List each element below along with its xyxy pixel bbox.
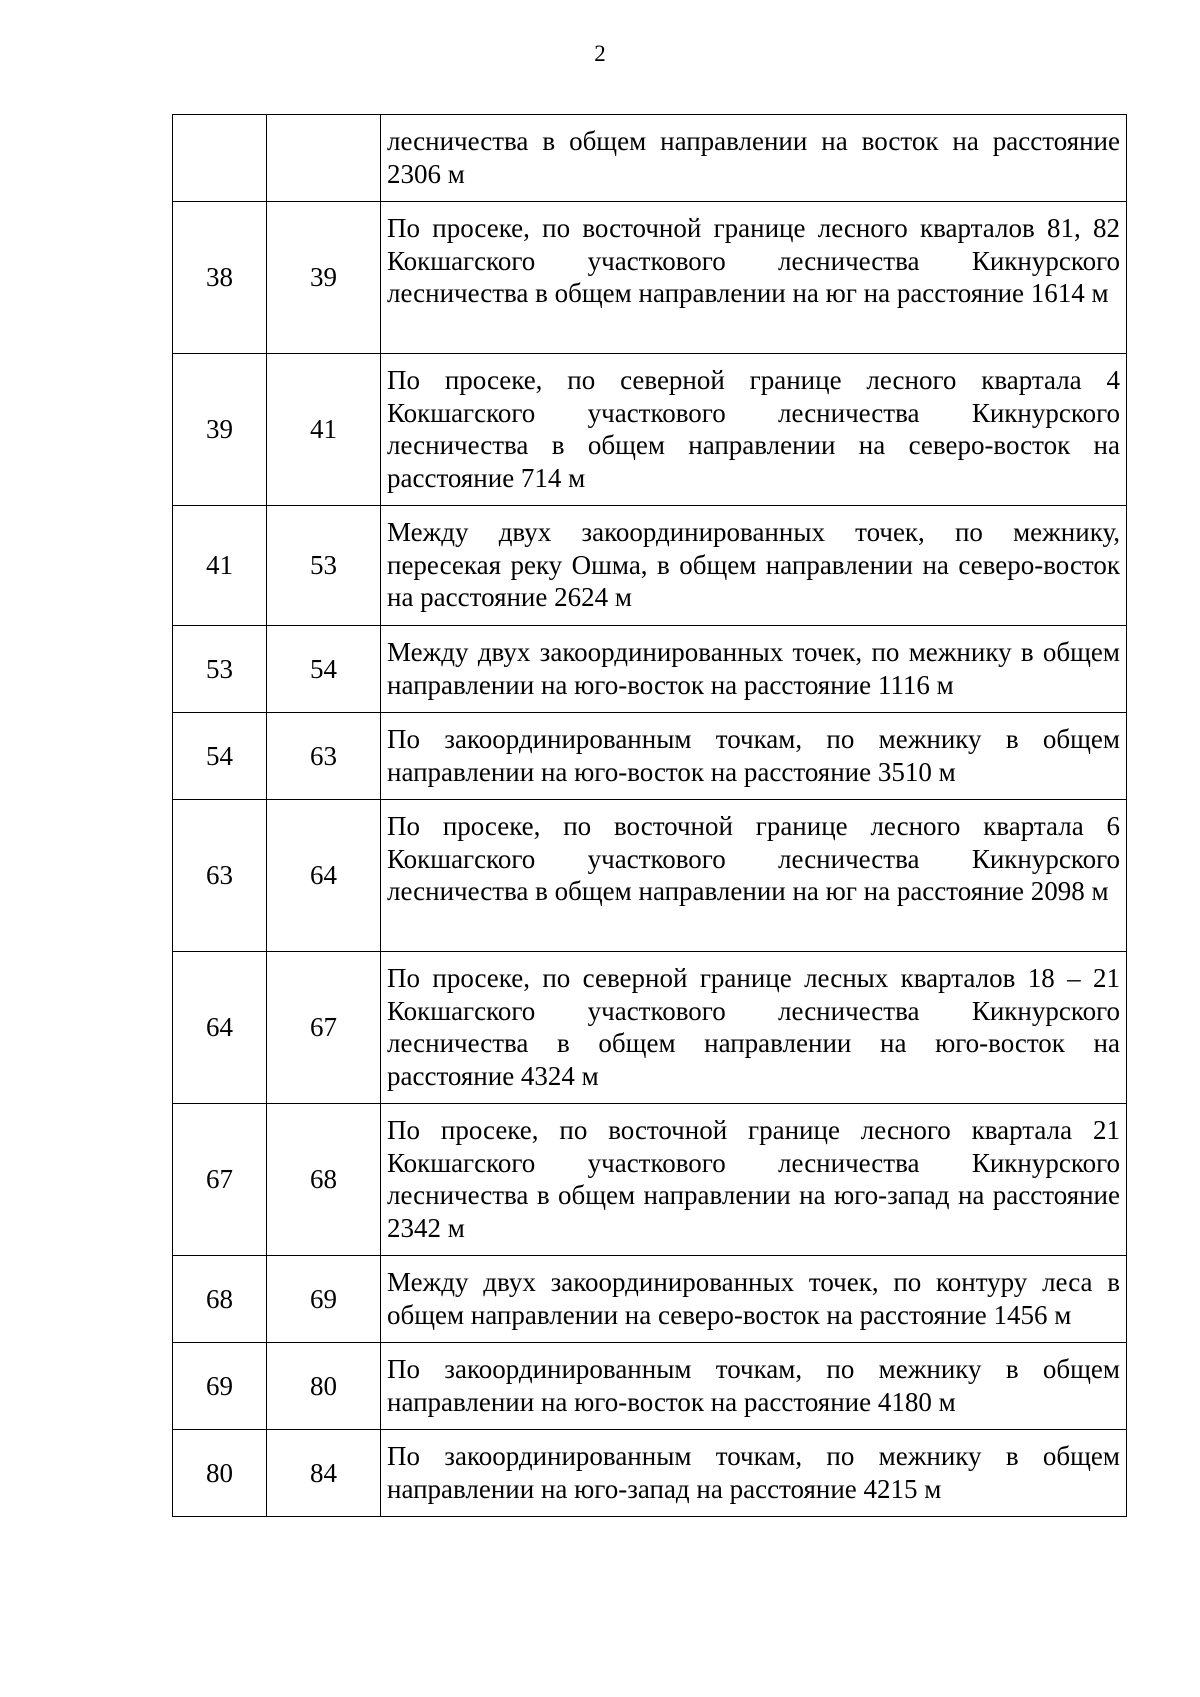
to-point-cell: 54: [267, 626, 381, 713]
from-point-cell: 63: [173, 800, 267, 952]
description-cell: По просеке, по восточной границе лесного кварталов 81, 82 Кокшагского участкового лесничества Кикнурского лесничества в общем направлении на юг на расстояние 1614 м: [381, 202, 1127, 354]
description-cell: По закоординированным точкам, по межнику в общем направлении на юго-восток на расстояние 4180 м: [381, 1343, 1127, 1430]
from-point-cell: 39: [173, 354, 267, 506]
from-point-cell: 38: [173, 202, 267, 354]
description-cell: лесничества в общем направлении на восток на расстояние 2306 м: [381, 115, 1127, 202]
table-row: [173, 952, 1127, 1104]
table-row: [173, 713, 1127, 800]
to-point-cell: 68: [267, 1104, 381, 1256]
from-point-cell: [173, 115, 267, 202]
from-point-cell: 64: [173, 952, 267, 1104]
to-point-cell: 69: [267, 1256, 381, 1343]
table-row: [173, 1104, 1127, 1256]
description-cell: Между двух закоординированных точек, по контуру леса в общем направлении на северо-восток на расстояние 1456 м: [381, 1256, 1127, 1343]
description-cell: По просеке, по северной границе лесного квартала 4 Кокшагского участкового лесничества Кикнурского лесничества в общем направлении на северо-восток на расстояние 714 м: [381, 354, 1127, 506]
description-cell: По просеке, по северной границе лесных кварталов 18 – 21 Кокшагского участкового лесничества Кикнурского лесничества в общем направлении на юго-восток на расстояние 4324 м: [381, 952, 1127, 1104]
to-point-cell: 63: [267, 713, 381, 800]
table-row: [173, 626, 1127, 713]
to-point-cell: [267, 115, 381, 202]
to-point-cell: 64: [267, 800, 381, 952]
from-point-cell: 53: [173, 626, 267, 713]
to-point-cell: 53: [267, 506, 381, 626]
table-row: [173, 506, 1127, 626]
from-point-cell: 67: [173, 1104, 267, 1256]
table-row: [173, 800, 1127, 952]
page-number: 2: [594, 41, 606, 66]
to-point-cell: 41: [267, 354, 381, 506]
table-row: [173, 1430, 1127, 1517]
table-row: [173, 115, 1127, 202]
description-cell: По закоординированным точкам, по межнику в общем направлении на юго-восток на расстояние 3510 м: [381, 713, 1127, 800]
from-point-cell: 80: [173, 1430, 267, 1517]
to-point-cell: 84: [267, 1430, 381, 1517]
table-row: [173, 1256, 1127, 1343]
to-point-cell: 80: [267, 1343, 381, 1430]
boundary-description-table: [172, 114, 1127, 1517]
description-cell: По закоординированным точкам, по межнику в общем направлении на юго-запад на расстояние 4215 м: [381, 1430, 1127, 1517]
from-point-cell: 69: [173, 1343, 267, 1430]
from-point-cell: 54: [173, 713, 267, 800]
description-cell: Между двух закоординированных точек, по межнику, пересекая реку Ошма, в общем направлении на северо-восток на расстояние 2624 м: [381, 506, 1127, 626]
from-point-cell: 41: [173, 506, 267, 626]
from-point-cell: 68: [173, 1256, 267, 1343]
table-row: [173, 1343, 1127, 1430]
description-cell: По просеке, по восточной границе лесного квартала 21 Кокшагского участкового лесничества Кикнурского лесничества в общем направлении на юго-запад на расстояние 2342 м: [381, 1104, 1127, 1256]
table-row: [173, 202, 1127, 354]
table-row: [173, 354, 1127, 506]
to-point-cell: 39: [267, 202, 381, 354]
description-cell: Между двух закоординированных точек, по межнику в общем направлении на юго-восток на расстояние 1116 м: [381, 626, 1127, 713]
to-point-cell: 67: [267, 952, 381, 1104]
description-cell: По просеке, по восточной границе лесного квартала 6 Кокшагского участкового лесничества Кикнурского лесничества в общем направлении на юг на расстояние 2098 м: [381, 800, 1127, 952]
